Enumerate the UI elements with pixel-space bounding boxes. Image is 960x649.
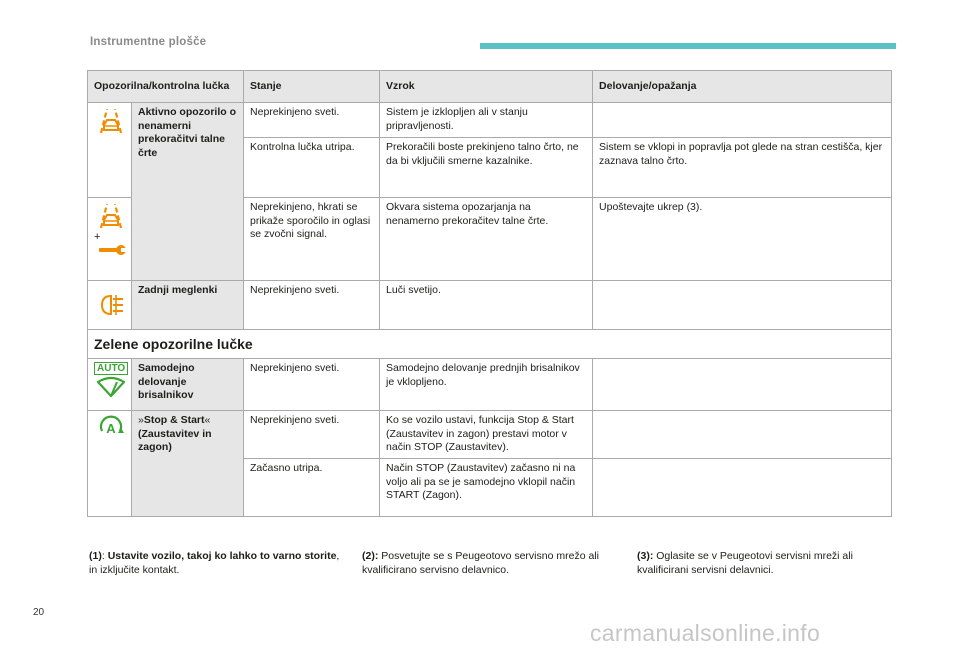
stopstart-row1-stanje: Neprekinjeno sveti. [244,411,380,459]
section-header-row [88,330,892,359]
footnote-1: (1): Ustavite vozilo, takoj ko lahko to varno storite, in izključite kontakt. [89,550,340,576]
fog-lamp-name: Zadnji meglenki [132,281,244,330]
fog-stanje: Neprekinjeno sveti. [244,281,380,330]
wiper-vzrok: Samodejno delovanje prednjih brisalnikov je vklopljeno. [380,359,593,411]
stopstart-row2-delovanje [593,459,892,517]
lane-row3-stanje: Neprekinjeno, hkrati se prikaže sporočilo in oglasi se zvočni signal. [244,198,380,281]
col-header-vzrok: Vzrok [380,71,593,103]
col-header-lamp: Opozorilna/kontrolna lučka [88,71,244,103]
auto-label: AUTO [94,362,128,375]
watermark: carmanualsonline.info [590,620,821,646]
lane-row1-delovanje [593,103,892,138]
lane-row2-stanje: Kontrolna lučka utripa. [244,138,380,198]
footnote-3: (3): Oglasite se v Peugeotovi servisni mreži ali kvalificirani servisni delavnici. [637,550,853,576]
wiper-delovanje [593,359,892,411]
header-accent-bar [480,43,896,49]
table-row [88,411,892,459]
wiper-icon-cell [88,359,132,411]
warning-lamps-table [87,70,892,517]
lane-fault-icon-cell [88,198,132,281]
lane-row1-stanje: Neprekinjeno sveti. [244,103,380,138]
fog-delovanje [593,281,892,330]
stopstart-row1-vzrok: Ko se vozilo ustavi, funkcija Stop & Start (Zaustavitev in zagon) prestavi motor v način STOP (Zaustavitev). [380,411,593,459]
col-header-stanje: Stanje [244,71,380,103]
stopstart-row2-vzrok: Način STOP (Zaustavitev) začasno ni na voljo ali pa se je samodejno vklopil način START (Zagon). [380,459,593,517]
lane-row3-vzrok: Okvara sistema opozarjanja na nenamerno prekoračitev talne črte. [380,198,593,281]
table-header-row [88,71,892,103]
fog-icon-cell [88,281,132,330]
lane-lamp-name: Aktivno opozorilo o nenamerni prekoračitvi talne črte [132,103,244,281]
page-number: 20 [33,607,45,618]
wiper-stanje: Neprekinjeno sveti. [244,359,380,411]
fog-vzrok: Luči svetijo. [380,281,593,330]
stop-start-icon [94,414,128,440]
section-header-title: Instrumentne plošče [90,36,207,48]
lane-row2-vzrok: Prekoračili boste prekinjeno talno črto, ne da bi vključili smerne kazalnike. [380,138,593,198]
table-row [88,359,892,411]
stopstart-row2-stanje: Začasno utripa. [244,459,380,517]
table-row [88,281,892,330]
section-title: Zelene opozorilne lučke [88,330,892,359]
lane-departure-icon [94,106,128,136]
lane-row1-vzrok: Sistem je izklopljen ali v stanju pripravljenosti. [380,103,593,138]
stopstart-lamp-name: »Stop & Start« (Zaustavitev in zagon) [132,411,244,517]
stopstart-icon-cell [88,411,132,517]
table-row [88,103,892,138]
footnote-2: (2): Posvetujte se s Peugeotovo servisno mrežo ali kvalificirano servisno delavnico. [362,550,599,576]
lane-icon-cell [88,103,132,198]
lane-row2-delovanje: Sistem se vklopi in popravlja pot glede na stran cestišča, kjer zaznava talno črto. [593,138,892,198]
wrench-icon [94,243,128,257]
lane-row3-delovanje: Upoštevajte ukrep (3). [593,198,892,281]
stopstart-row1-delovanje [593,411,892,459]
plus-sign: + [94,231,101,243]
col-header-delovanje: Delovanje/opažanja [593,71,892,103]
stop-start-letter: A [106,421,116,437]
rear-fog-light-icon [94,292,128,318]
lane-departure-icon [94,201,128,231]
wiper-lamp-name: Samodejno delovanje brisalnikov [132,359,244,411]
auto-wiper-icon [94,376,128,398]
